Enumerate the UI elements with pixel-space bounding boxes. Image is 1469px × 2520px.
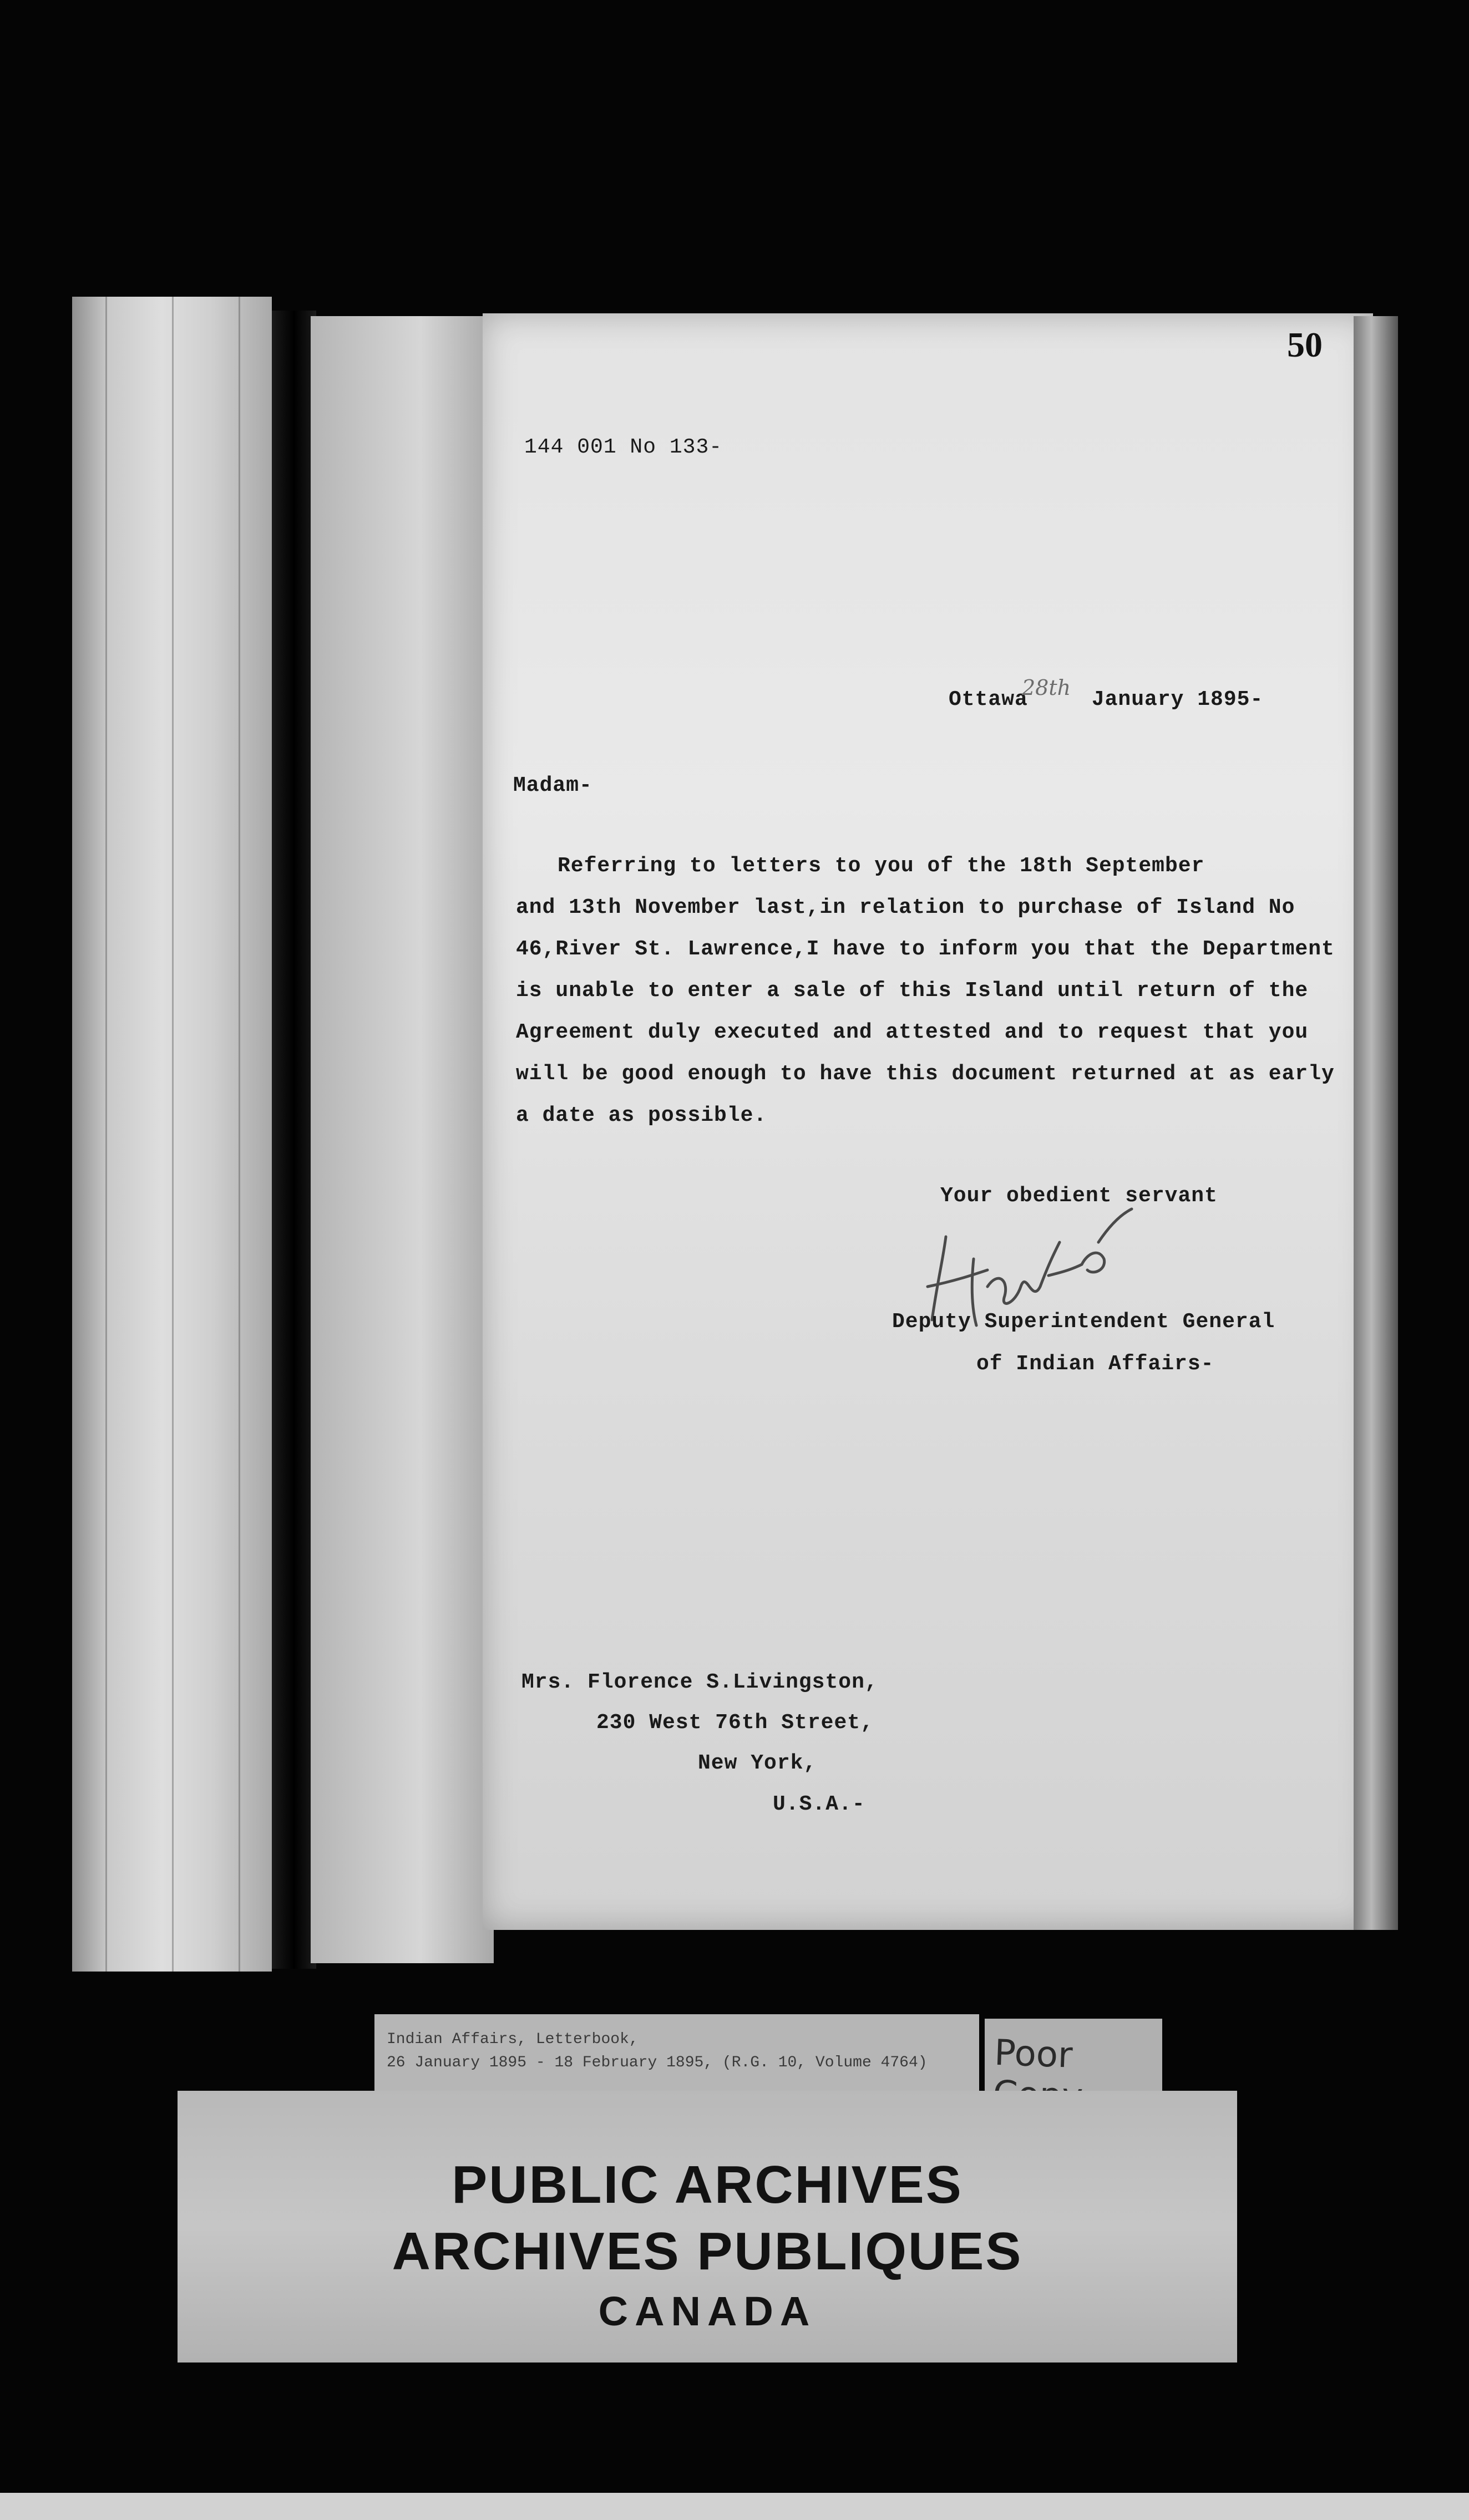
poor-copy-label <box>985 2019 1162 2091</box>
date-rest: January 1895- <box>1091 688 1264 712</box>
body-line: and 13th November last,in relation to purchase of Island No <box>516 896 1295 919</box>
underlying-page <box>311 316 494 1963</box>
reference-number: 144 001 No 133- <box>524 435 723 459</box>
address-line: Mrs. Florence S.Livingston, <box>521 1670 878 1694</box>
stamp-line: CANADA <box>598 2288 817 2334</box>
archive-label-line: 26 January 1895 - 18 February 1895, (R.G. 10, Volume 4764) <box>387 2054 928 2071</box>
body-line: will be good enough to have this document returned at as early <box>516 1062 1335 1086</box>
signer-title: Deputy Superintendent General <box>892 1310 1275 1334</box>
poor-copy-text: Poor <box>994 2032 1073 2076</box>
stamp-line: ARCHIVES PUBLIQUES <box>392 2222 1023 2281</box>
closing: Your obedient servant <box>940 1184 1218 1208</box>
address-line: New York, <box>698 1751 817 1775</box>
torn-page-edge <box>1354 316 1398 1930</box>
archives-stamp <box>178 2091 1237 2362</box>
date-place: Ottawa <box>949 688 1028 712</box>
page-crease <box>239 297 240 1972</box>
page-crease <box>105 297 107 1972</box>
page-crease <box>172 297 174 1972</box>
bottom-band <box>0 2493 1469 2520</box>
address-line: 230 West 76th Street, <box>596 1711 874 1735</box>
archive-label <box>374 2014 979 2092</box>
date-line <box>949 688 1263 712</box>
body-line: Agreement duly executed and attested and to request that you <box>516 1020 1309 1044</box>
body-line: 46,River St. Lawrence,I have to inform you that the Department <box>516 937 1335 961</box>
body-line: a date as possible. <box>516 1104 767 1127</box>
date-handwritten: 28th <box>1022 675 1071 700</box>
body-line: Referring to letters to you of the 18th September <box>558 854 1205 878</box>
salutation: Madam- <box>513 774 592 797</box>
address-line: U.S.A.- <box>773 1792 865 1816</box>
left-folded-page <box>72 297 272 1972</box>
book-spine <box>272 311 316 1969</box>
stamp-line: PUBLIC ARCHIVES <box>452 2155 963 2214</box>
page-number: 50 <box>1287 325 1323 364</box>
signer-title: of Indian Affairs- <box>976 1352 1214 1376</box>
archive-label-line: Indian Affairs, Letterbook, <box>387 2031 639 2048</box>
body-line: is unable to enter a sale of this Island until return of the <box>516 979 1309 1003</box>
